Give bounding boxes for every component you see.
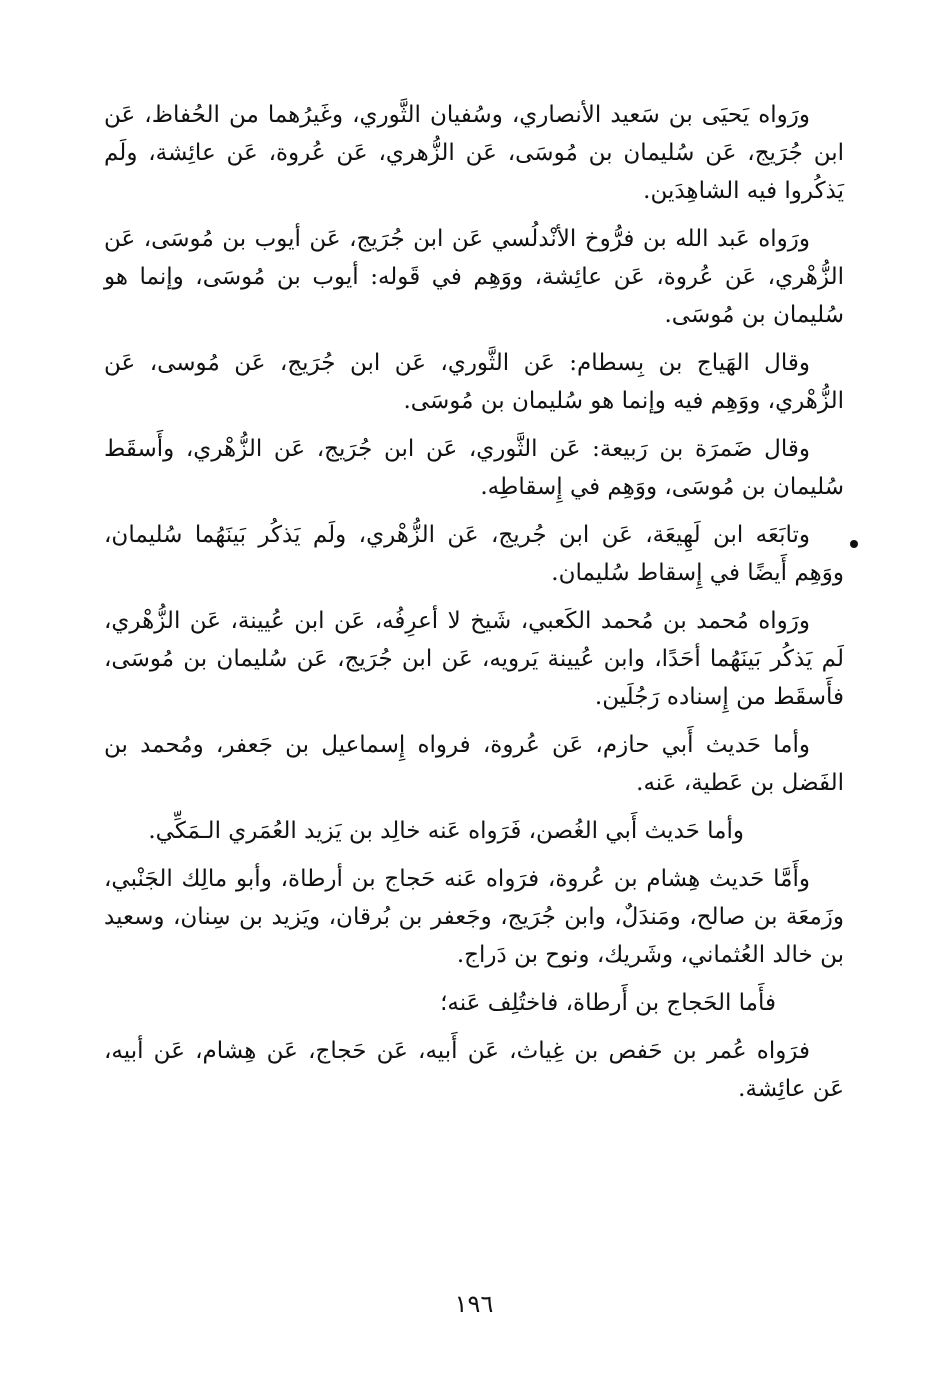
- paragraph-hisham: وأَمَّا حَديث هِشام بن عُروة، فرَواه عَنه حَجاج بن أرطاة، وأبو مالِك الجَنْبي، وزَمعَة بن صالح، ومَندَلٌ، وابن جُرَيج، وجَعفر بن بُرقان، ويَزيد بن سِنان، وسعيد بن خالد العُثماني، وشَريك، ونوح بن دَراج.: [104, 866, 844, 968]
- paragraph-kabi: ورَواه مُحمد بن مُحمد الكَعبي، شَيخ لا أعرِفُه، عَن ابن عُيينة، عَن الزُّهْري، لَم يَذكُر بَينَهُما أحَدًا، وابن عُيينة يَرويه، عَن ابن جُرَيج، عَن سُليمان بن مُوسَى، فأَسقَط من إِسناده رَجُلَين.: [104, 608, 844, 710]
- page-body: [104, 96, 844, 1118]
- paragraph-hayyaj: وقال الهَياج بن بِسطام: عَن الثَّوري، عَن ابن جُرَيج، عَن مُوسى، عَن الزُّهْري، ووَهِم فيه وإنما هو سُليمان بن مُوسَى.: [104, 350, 844, 414]
- paragraph-abu-hazim: وأما حَديث أَبي حازم، عَن عُروة، فرواه إِسماعيل بن جَعفر، ومُحمد بن الفَضل بن عَطية، عَنه.: [104, 732, 844, 796]
- page-number: ١٩٦: [454, 1290, 494, 1318]
- paragraph-abu-alghusn: وأما حَديث أَبي الغُصن، فَرَواه عَنه خالِد بن يَزيد العُمَري الـمَكِّي.: [148, 818, 744, 844]
- paragraph-ibn-lahia: وتابَعَه ابن لَهِيعَة، عَن ابن جُريج، عَن الزُّهْري، ولَم يَذكُر بَينَهُما سُليمان، ووَهِم أَيضًا في إِسقاط سُليمان.: [104, 522, 844, 586]
- paragraph-hajjaj: فأَما الحَجاج بن أَرطاة، فاختُلِف عَنه؛: [440, 990, 776, 1016]
- paragraph-yahya: ورَواه يَحيَى بن سَعيد الأنصاري، وسُفيان الثَّوري، وغَيرُهما من الحُفاظ، عَن ابن جُرَيج، عَن سُليمان بن مُوسَى، عَن الزُّهري، عَن عُروة، عَن عائِشة، ولَم يَذكُروا فيه الشاهِدَين.: [104, 102, 844, 204]
- margin-bullet-mark: [850, 540, 858, 548]
- paragraph-damra: وقال ضَمرَة بن رَبيعة: عَن الثَّوري، عَن ابن جُرَيج، عَن الزُّهْري، وأَسقَط سُليمان بن مُوسَى، ووَهِم في إِسقاطِه.: [104, 436, 844, 500]
- paragraph-abdullah-farrukh: ورَواه عَبد الله بن فرُّوخ الأنْدلُسي عَن ابن جُرَيج، عَن أيوب بن مُوسَى، عَن الزُّهْري، عَن عُروة، عَن عائِشة، ووَهِم في قَوله: أيوب بن مُوسَى، وإنما هو سُليمان بن مُوسَى.: [104, 226, 844, 328]
- paragraph-umar-hafs: فرَواه عُمر بن حَفص بن غِياث، عَن أَبيه، عَن حَجاج، عَن هِشام، عَن أبيه، عَن عائِشة.: [104, 1038, 844, 1102]
